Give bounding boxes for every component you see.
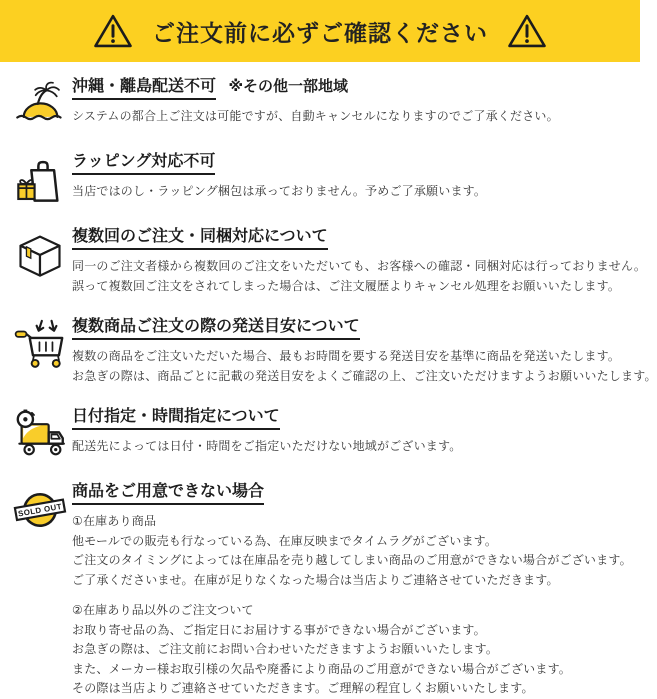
notice-list bbox=[0, 62, 657, 699]
section-body-line: お急ぎの際は、商品ごとに記載の発送目安をよくご確認の上、ご注文いただけますようお願いいたします。 bbox=[72, 368, 657, 383]
section-body-line: ①在庫あり商品 bbox=[72, 514, 157, 528]
warning-triangle-icon bbox=[506, 11, 548, 51]
confirmation-notice-header bbox=[0, 0, 640, 62]
warning-triangle-icon bbox=[92, 11, 134, 51]
section-body-line: ご注文のタイミングによっては在庫品を売り越してしまい商品のご用意ができない場合がございます。 bbox=[72, 553, 632, 567]
sold-out-label: SOLD OUT bbox=[17, 501, 63, 519]
section-multiple-orders bbox=[8, 227, 647, 296]
section-body-line: ご了承くださいませ。在庫が足りなくなった場合は当店よりご連絡させていただきます。 bbox=[72, 572, 559, 587]
delivery-truck-clock-icon bbox=[8, 407, 72, 461]
section-okinawa-shipping bbox=[8, 77, 626, 131]
gift-bag-icon bbox=[8, 152, 72, 206]
section-body-line: 他モールでの販売も行なっている為、在庫反映までタイムラグがございます。 bbox=[72, 533, 498, 548]
section-date-time bbox=[8, 407, 626, 461]
section-body-line: ②在庫あり品以外のご注文ついて bbox=[72, 603, 254, 617]
header-title: ご注文前に必ずご確認ください bbox=[152, 19, 488, 46]
section-no-wrapping bbox=[8, 152, 626, 206]
section-body-line: 複数の商品をご注文いただいた場合、最もお時間を要する発送目安を基準に商品を発送いたします。 bbox=[72, 349, 621, 363]
section-body-line: 当店ではのし・ラッピング梱包は承っておりません。予めご了承願います。 bbox=[72, 184, 487, 198]
section-title: 沖縄・離島配送不可 bbox=[72, 77, 216, 100]
section-body-line: お取り寄せ品の為、ご指定日にお届けする事ができない場合がございます。 bbox=[72, 622, 486, 637]
section-out-of-stock bbox=[8, 482, 632, 699]
section-body-line: システムの都合上ご注文は可能ですが、自動キャンセルになりますのでご了承ください。 bbox=[72, 109, 559, 123]
section-body-line: また、メーカー様お取引様の欠品や廃番により商品のご用意ができない場合がございます。 bbox=[72, 661, 572, 676]
section-body-line: お急ぎの際は、ご注文前にお問い合わせいただきますようお願いいたします。 bbox=[72, 642, 499, 656]
shopping-cart-icon bbox=[8, 317, 72, 386]
island-palm-icon bbox=[8, 77, 72, 131]
section-body-line: 誤って複数回ご注文をされてしまった場合は、ご注文履歴よりキャンセル処理をお願いいたします。 bbox=[72, 278, 621, 293]
section-body-line: 配送先によっては日付・時間をご指定いただけない地域がございます。 bbox=[72, 439, 462, 453]
section-title: 複数回のご注文・同梱対応について bbox=[72, 227, 328, 250]
section-body-line: その際は当店よりご連絡させていただきます。ご理解の程宜しくお願いいたします。 bbox=[72, 681, 534, 695]
section-title-suffix: ※その他一部地域 bbox=[228, 78, 349, 95]
section-shipping-estimate bbox=[8, 317, 657, 386]
section-body-line: 同一のご注文者様から複数回のご注文をいただいても、お客様への確認・同梱対応は行っておりません。 bbox=[72, 259, 647, 273]
section-title: 日付指定・時間指定について bbox=[72, 407, 280, 430]
package-box-icon bbox=[8, 227, 72, 296]
sold-out-stamp-icon bbox=[8, 482, 72, 699]
section-title: 商品をご用意できない場合 bbox=[72, 482, 264, 505]
section-title: 複数商品ご注文の際の発送目安について bbox=[72, 317, 360, 340]
section-title: ラッピング対応不可 bbox=[72, 152, 215, 175]
